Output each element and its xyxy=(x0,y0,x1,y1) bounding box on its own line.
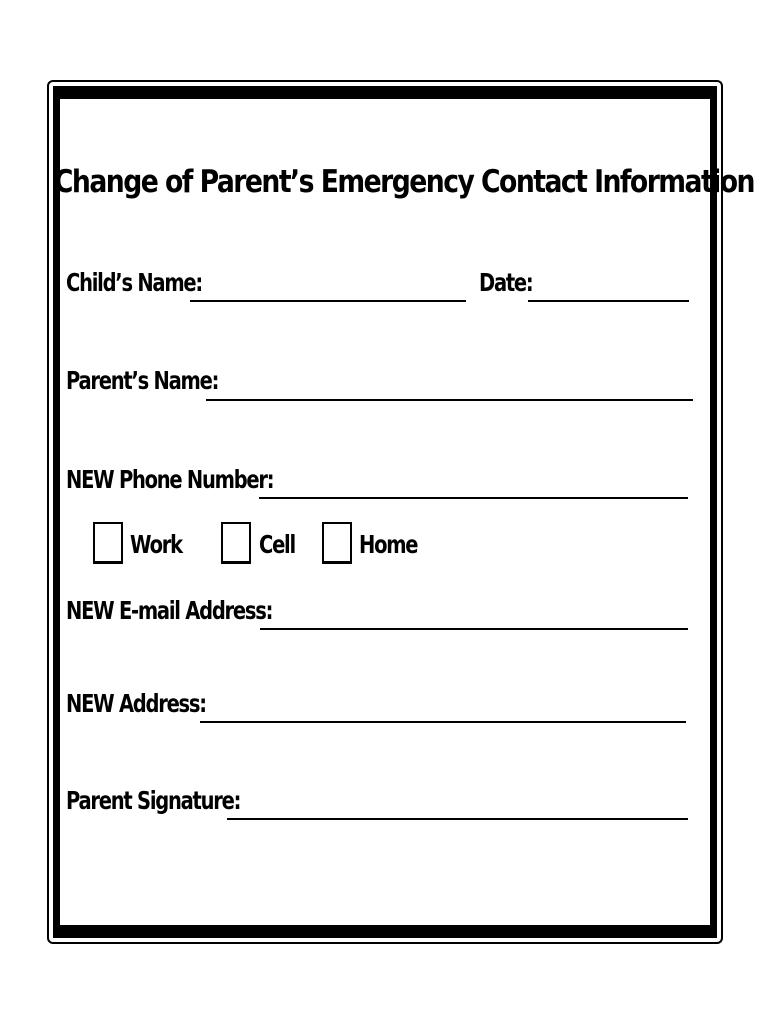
signature-label: Parent Signature: xyxy=(66,786,241,815)
home-label: Home xyxy=(359,530,418,559)
date-label: Date: xyxy=(479,268,533,297)
cell-checkbox[interactable] xyxy=(221,522,251,564)
parent-name-field[interactable] xyxy=(206,399,693,401)
form-title: Change of Parent’s Emergency Contact Information xyxy=(53,164,754,200)
signature-field[interactable] xyxy=(227,818,688,820)
phone-label: NEW Phone Number: xyxy=(66,465,274,494)
child-name-label: Child’s Name: xyxy=(66,268,202,297)
work-label: Work xyxy=(130,530,182,559)
email-field[interactable] xyxy=(260,628,688,630)
parent-name-label: Parent’s Name: xyxy=(66,366,219,395)
date-field[interactable] xyxy=(528,300,689,302)
address-field[interactable] xyxy=(200,721,686,723)
home-checkbox[interactable] xyxy=(322,522,352,564)
work-checkbox[interactable] xyxy=(93,522,123,564)
email-label: NEW E-mail Address: xyxy=(66,596,273,625)
cell-label: Cell xyxy=(259,530,295,559)
phone-field[interactable] xyxy=(259,497,688,499)
child-name-field[interactable] xyxy=(190,300,466,302)
address-label: NEW Address: xyxy=(66,689,206,718)
